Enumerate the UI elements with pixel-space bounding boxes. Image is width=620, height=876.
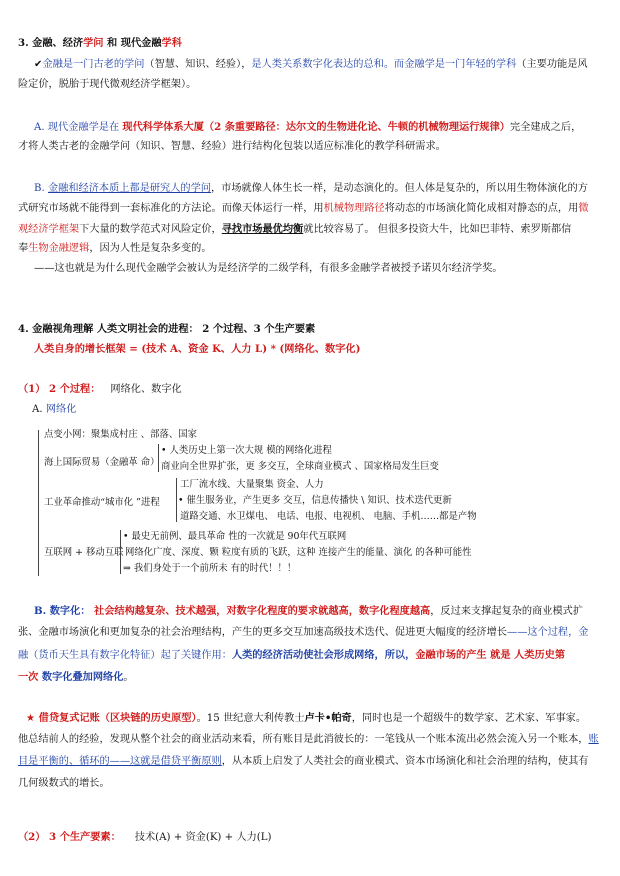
bookkeeping-line-4: 几何级数式的增长。 xyxy=(18,778,110,789)
two-processes-line: （1） 2 个过程： 网络化、数字化 xyxy=(18,383,182,395)
digitization-line-2: 张、金融市场演化和更加复杂的社会治理结构，产生的更多交互加速高级技术迭代、促进更大幅度的经济增长——这个过程，金 xyxy=(18,627,589,638)
digitization-line-3: 融（货币天生具有数字化特征）起了关键作用：人类的经济活动使社会形成网络，所以，金融市场的产生 就是 人类历史第 xyxy=(18,649,566,661)
bookkeeping-line-1: ★ 借贷复式记账（区块链的历史原型）。15 世纪意大利传教士卢卡•帕奇，同时也是一个超级牛的数学家、艺术家、军事家。 xyxy=(26,712,587,724)
s3-b-line-2: 式研究市场就不能得到一套标准化的方法论。而像天体运行一样，用机械物理路径将动态的市场演化简化成相对静态的点，用微 xyxy=(18,203,589,214)
tree-node-internet: 互联网 + 移动互联 xyxy=(44,547,124,558)
star-icon: ★ xyxy=(26,713,36,724)
bookkeeping-line-3: 目是平衡的、循环的——这就是借贷平衡原则，从本质上启发了人类社会的商业模式、资本市场演化和社会治理的结构，使其有 xyxy=(18,756,589,767)
bookkeeping-line-2: 他总结前人的经验，发现从整个社会的商业活动来看，所有账目是此消彼长的：一笔钱从一个账本流出必然会流入另一个账本，账 xyxy=(18,734,599,745)
tree-node-industry: 工业革命推动“城市化 ”进程 xyxy=(44,497,160,508)
tree-leaf-trade-1: • 人类历史上第一次大规 模的网络化进程 xyxy=(161,445,332,456)
tree-bracket-industry xyxy=(176,478,177,522)
tree-node-trade: 海上国际贸易（金融革 命） xyxy=(44,457,160,468)
tree-bracket-trade xyxy=(158,444,159,472)
tree-bracket-internet xyxy=(120,530,121,574)
tree-main-bracket xyxy=(38,430,39,576)
growth-formula: 人类自身的增长框架 = (技术 A、资金 K、人力 L) * (网络化、数字化) xyxy=(34,343,361,355)
tree-leaf-internet-1: • 最史无前例、最具革命 性的一次就是 90年代互联网 xyxy=(123,531,347,542)
tree-leaf-industry-1: 工厂流水线、大量聚集 资金、人力 xyxy=(180,479,324,490)
tree-leaf-trade-2: 商业向全世界扩张，更 多交互，全球商业模式 、国家格局发生巨变 xyxy=(161,461,439,472)
s3-b-line-5: ——这也就是为什么现代金融学会被认为是经济学的二级学科，有很多金融学者被授予诺贝尔经济学奖。 xyxy=(34,263,503,274)
s3-a-line-1: A. 现代金融学是在 现代科学体系大厦（2 条重要路径：达尔文的生物进化论、牛顿的机械物理运行规律）完全建成之后， xyxy=(34,121,582,133)
check-icon: ✔ xyxy=(34,59,43,70)
digitization-line-4: 一次 数字化叠加网络化。 xyxy=(18,671,134,683)
tree-node-village: 点变小网：聚集成村庄 、部落、国家 xyxy=(44,429,197,440)
s3-b-line-1: B. 金融和经济本质上都是研究人的学问，市场就像人体生长一样，是动态演化的。但人体是复杂的，所以用生物体演化的方 xyxy=(34,183,588,194)
s3-b-line-3: 观经济学框架下大量的数学范式对风险定价，寻找市场最优均衡就比较容易了。 但很多投资大牛，比如巴菲特、索罗斯都信 xyxy=(18,223,572,235)
tree-leaf-industry-3: 道路交通、水卫煤电、 电话、电报、电视机、 电脑、手机……都是产物 xyxy=(180,511,477,522)
s3-line-2: 险定价，脱胎于现代微观经济学框架）。 xyxy=(18,79,197,90)
tree-leaf-internet-3: ⇒ 我们身处于一个前所未 有的时代！！！ xyxy=(123,563,297,574)
networking-title: A. 网络化 xyxy=(32,404,77,415)
s3-line-1: ✔金融是一门古老的学问（智慧、知识、经验），是人类关系数字化表达的总和。而金融学是一门年轻的学科（主要功能是风 xyxy=(34,59,588,70)
section-4-heading: 4. 金融视角理解 人类文明社会的进程： 2 个过程、3 个生产要素 xyxy=(18,323,316,335)
tree-leaf-internet-2: 网络化广度、深度、颗 粒度有质的飞跃，这种 连接产生的能量、演化 的各种可能性 xyxy=(125,547,472,558)
arrow-right-icon: ⇒ xyxy=(123,563,131,574)
three-factors-line: （2） 3 个生产要素： 技术(A) + 资金(K) + 人力(L) xyxy=(18,831,272,843)
s3-b-line-4: 奉生物金融逻辑，因为人性是复杂多变的。 xyxy=(18,243,212,254)
section-3-heading: 3. 金融、经济学问 和 现代金融学科 xyxy=(18,37,182,49)
tree-leaf-industry-2: • 催生服务业，产生更多 交互，信息传播快 \ 知识、技术迭代更新 xyxy=(178,495,452,506)
s3-a-line-2: 才将人类古老的金融学问（知识、智慧、经验）进行结构化包装以适应标准化的教学科研需求。 xyxy=(18,141,446,152)
digitization-line-1: B. 数字化： 社会结构越复杂、技术越强，对数字化程度的要求就越高，数字化程度越高，反过来支撑起复杂的商业模式扩 xyxy=(34,605,584,617)
